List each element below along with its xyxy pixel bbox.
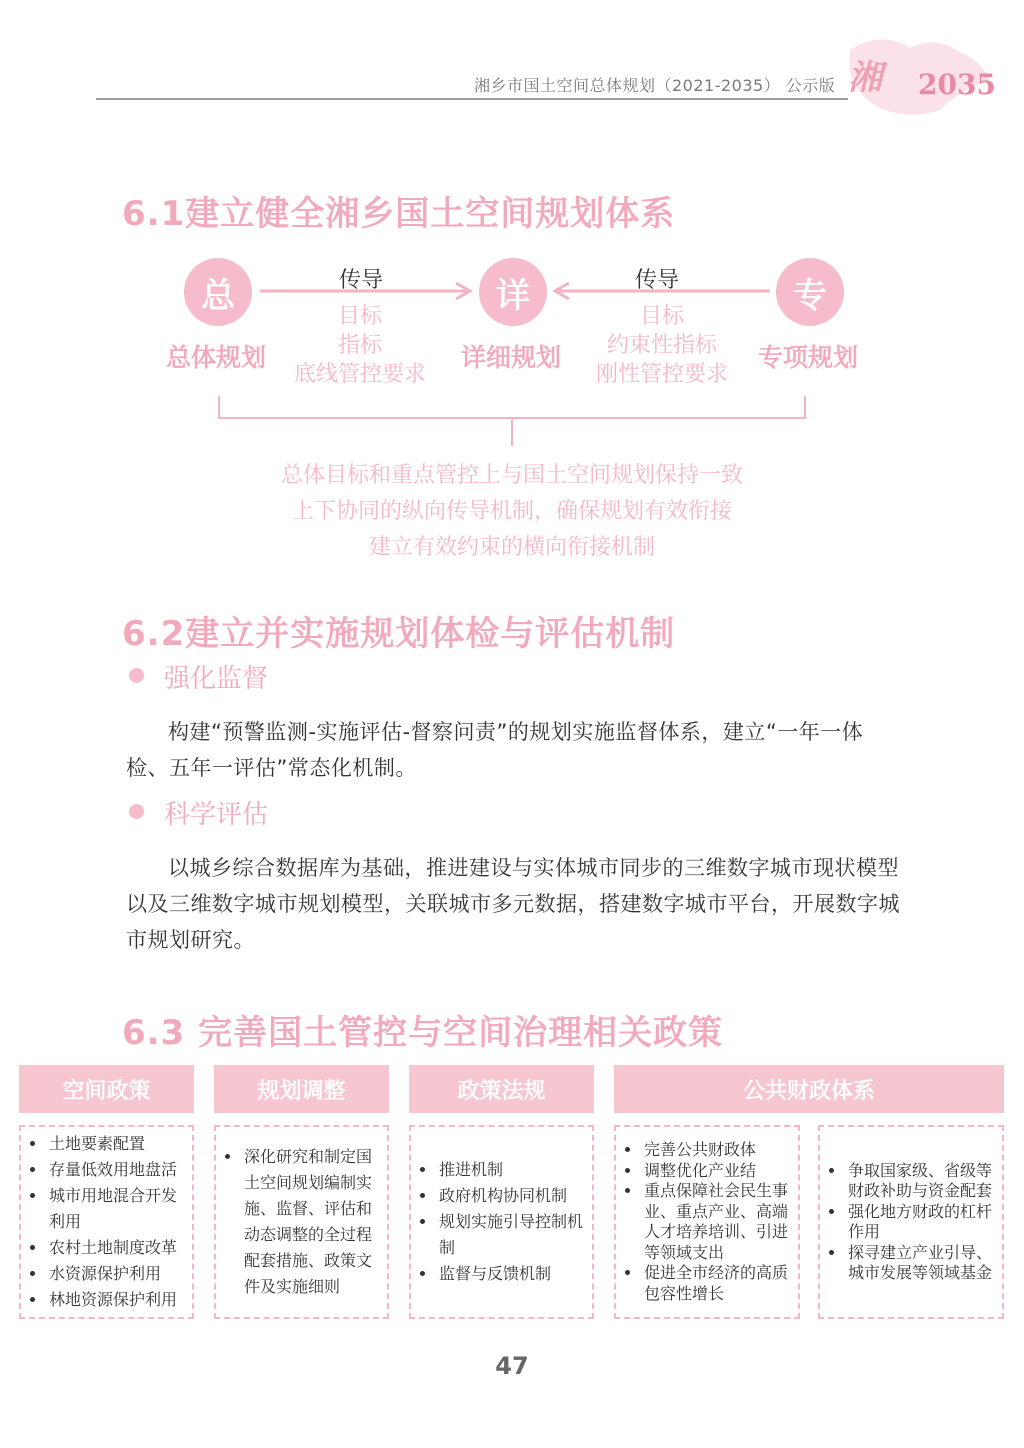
node-label-master-plan: 总体规划 [166,343,267,372]
section-6-3-title: 6.3 完善国土管控与空间治理相关政策 [122,1013,724,1053]
right-item: 目标 [639,304,684,329]
card-head-policy-regulation: 政策法规 [409,1065,594,1113]
list-item: • 促进全市经济的高质包容性增长 [642,1263,792,1304]
left-transmission-items [260,302,460,389]
section-6-2-title: 6.2建立并实施规划体检与评估机制 [122,614,676,654]
right-item: 约束性指标 [606,333,717,358]
list-item: • 监督与反馈机制 [437,1261,586,1287]
card-head-public-finance: 公共财政体系 [614,1065,1004,1113]
paragraph-text: 以城乡综合数据库为基础，推进建设与实体城市同步的三维数字城市现状模型以及三维数字城市规划模型，关联城市多元数据，搭建数字城市平台，开展数字城市规划研究。 [126,856,900,952]
page-number: 47 [495,1352,529,1380]
list-item: • 土地要素配置 [47,1131,186,1157]
paragraph-evaluation [126,850,906,958]
card-body-policy-regulation [409,1125,594,1319]
right-item: 刚性管控要求 [595,362,728,387]
summary-line: 建立有效约束的横向衔接机制 [368,535,655,560]
left-item: 目标 [337,304,382,329]
right-transmission-items [562,302,762,389]
summary-line: 总体目标和重点管控上与国土空间规划保持一致 [280,463,743,488]
list-item: • 重点保障社会民生事业、重点产业、高端人才培养培训、引进等领域支出 [642,1181,792,1263]
list-item: • 推进机制 [437,1157,586,1183]
node-zong-icon: 总 [184,258,252,326]
list-item: • 存量低效用地盘活 [47,1157,186,1183]
card-body-public-finance-a [614,1125,800,1319]
list-item: • 探寻建立产业引导、城市发展等领域基金 [846,1243,996,1284]
left-item: 底线管控要求 [293,362,426,387]
diagram-connectors [0,0,1024,460]
list-item: • 争取国家级、省级等财政补助与资金配套 [846,1161,996,1202]
list-item: • 完善公共财政体 [642,1140,792,1161]
right-arrow-label: 传导 [635,268,680,293]
summary-line: 上下协同的纵向传导机制，确保规划有效衔接 [291,499,732,524]
logo-year: 2035 [918,68,996,101]
left-arrow-label: 传导 [339,268,384,293]
node-label-detailed-plan: 详细规划 [461,343,562,372]
card-body-public-finance-b [818,1125,1004,1319]
left-item: 指标 [337,333,382,358]
card-body-plan-adjustment [214,1125,389,1319]
list-item: • 农村土地制度改革 [47,1235,186,1261]
logo-calligraphy: 湘 [848,58,882,98]
bullet-scientific-evaluation: 科学评估 [164,800,269,830]
list-item: • 林地资源保护利用 [47,1287,186,1313]
node-label-special-plan: 专项规划 [758,343,859,372]
diagram-summary [0,458,1024,566]
paragraph-supervision [126,714,906,786]
node-xiang-icon: 详 [479,258,547,326]
list-item: • 政府机构协同机制 [437,1183,586,1209]
list-item: • 强化地方财政的杠杆作用 [846,1202,996,1243]
node-zhuan-icon: 专 [776,258,844,326]
bullet-strengthen-supervision: 强化监督 [164,664,269,694]
card-head-spatial-policy: 空间政策 [19,1065,194,1113]
card-body-spatial-policy [19,1125,194,1319]
document-header-title: 湘乡市国土空间总体规划（2021-2035） 公示版 [474,76,836,95]
bullet-dot-icon [129,804,144,819]
card-head-plan-adjustment: 规划调整 [214,1065,389,1113]
section-6-1-title: 6.1建立健全湘乡国土空间规划体系 [122,194,676,234]
paragraph-text: 构建“预警监测-实施评估-督察问责”的规划实施监督体系，建立“一年一体检、五年一评估”常态化机制。 [126,720,864,780]
list-item: • 深化研究和制定国土空间规划编制实施、监督、评估和动态调整的全过程配套措施、政策文件及实施细则 [242,1144,381,1300]
bracket-connector [219,396,805,446]
bullet-dot-icon [129,668,144,683]
list-item: • 城市用地混合开发利用 [47,1183,186,1235]
list-item: • 规划实施引导控制机制 [437,1209,586,1261]
list-item: • 调整优化产业结 [642,1161,792,1182]
list-item: • 水资源保护利用 [47,1261,186,1287]
